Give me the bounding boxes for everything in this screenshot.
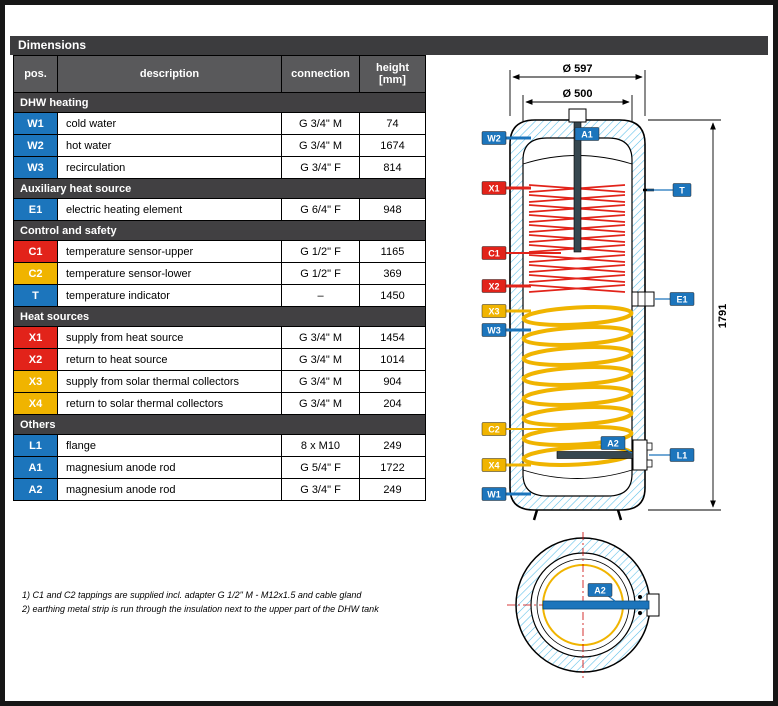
page-title: Dimensions: [10, 36, 768, 55]
row-description: hot water: [58, 135, 282, 157]
row-height: 1165: [360, 241, 426, 263]
pos-badge: W2: [14, 135, 58, 157]
footnotes: [22, 588, 462, 616]
col-header-height: height [mm]: [360, 56, 426, 93]
electric-element-fitting: [632, 292, 654, 306]
dimensions-table: [13, 55, 426, 501]
row-connection: G 3/4" M: [282, 113, 360, 135]
table-row: [14, 263, 426, 285]
row-height: 1722: [360, 457, 426, 479]
row-height: 74: [360, 113, 426, 135]
svg-text:X2: X2: [488, 281, 500, 292]
table-row: [14, 479, 426, 501]
row-height: 1674: [360, 135, 426, 157]
svg-text:C1: C1: [488, 248, 500, 259]
pos-badge: A2: [14, 479, 58, 501]
row-description: supply from heat source: [58, 327, 282, 349]
svg-text:L1: L1: [676, 450, 688, 461]
anode-rod-side: [557, 452, 633, 459]
row-height: 249: [360, 435, 426, 457]
row-connection: G 3/4" F: [282, 479, 360, 501]
section-label: Others: [14, 415, 426, 435]
footnote-2: 2) earthing metal strip is run through the insulation next to the upper part of the DHW tank: [22, 604, 379, 614]
row-height: 249: [360, 479, 426, 501]
row-height: 1454: [360, 327, 426, 349]
section-label: DHW heating: [14, 93, 426, 113]
svg-text:A1: A1: [581, 129, 593, 140]
diagram-label-c1: [482, 247, 506, 260]
row-height: 369: [360, 263, 426, 285]
svg-text:W2: W2: [487, 133, 501, 144]
section-label: Control and safety: [14, 221, 426, 241]
svg-text:E1: E1: [676, 294, 688, 305]
diagram-label-a2: [601, 437, 625, 450]
row-height: 204: [360, 393, 426, 415]
row-connection: 8 x M10: [282, 435, 360, 457]
row-connection: G 3/4" M: [282, 393, 360, 415]
table-row: [14, 435, 426, 457]
row-description: magnesium anode rod: [58, 479, 282, 501]
row-height: 1014: [360, 349, 426, 371]
pos-badge: E1: [14, 199, 58, 221]
anode-bar-bottom: [543, 601, 649, 609]
pos-badge: X2: [14, 349, 58, 371]
table-row: [14, 241, 426, 263]
row-height: 814: [360, 157, 426, 179]
table-row: [14, 371, 426, 393]
svg-text:W1: W1: [487, 489, 501, 500]
row-description: recirculation: [58, 157, 282, 179]
pos-badge: X3: [14, 371, 58, 393]
row-connection: G 3/4" M: [282, 327, 360, 349]
diagram-label-t: [673, 184, 691, 197]
outer-diameter-value: Ø 597: [562, 63, 593, 75]
diagram-label-c2: [482, 423, 506, 436]
diagram-label-w2: [482, 132, 506, 145]
diagram-label-x4: [482, 459, 506, 472]
row-height: 1450: [360, 285, 426, 307]
row-description: cold water: [58, 113, 282, 135]
diagram-label-l1: [670, 449, 694, 462]
section-header-row: [14, 221, 426, 241]
section-header-row: [14, 415, 426, 435]
table-row: [14, 113, 426, 135]
tank-feet: [534, 510, 621, 520]
table-row: [14, 157, 426, 179]
inner-diameter-value: Ø 500: [562, 88, 593, 100]
diagram-label-w1: [482, 488, 506, 501]
section-header-row: [14, 93, 426, 113]
row-description: temperature indicator: [58, 285, 282, 307]
section-label: Heat sources: [14, 307, 426, 327]
svg-text:X4: X4: [488, 460, 500, 471]
svg-text:X3: X3: [488, 306, 500, 317]
row-description: return to solar thermal collectors: [58, 393, 282, 415]
diagram-label-x3: [482, 305, 506, 318]
bottom-view: [507, 532, 661, 678]
svg-text:A2: A2: [594, 585, 606, 596]
row-description: return to heat source: [58, 349, 282, 371]
pos-badge: X4: [14, 393, 58, 415]
svg-text:T: T: [679, 185, 685, 196]
diagram-label-x2: [482, 280, 506, 293]
pos-badge: C2: [14, 263, 58, 285]
diagram-label-a2: [588, 584, 612, 597]
svg-text:C2: C2: [488, 424, 500, 435]
total-height-value: 1791: [717, 303, 729, 329]
table-row: [14, 135, 426, 157]
row-connection: G 3/4" M: [282, 371, 360, 393]
table-row: [14, 199, 426, 221]
row-description: electric heating element: [58, 199, 282, 221]
column-header-row: [14, 56, 426, 93]
row-connection: G 6/4" F: [282, 199, 360, 221]
tank-diagram: [435, 50, 775, 700]
svg-text:W3: W3: [487, 325, 501, 336]
row-height: 948: [360, 199, 426, 221]
section-header-row: [14, 179, 426, 199]
svg-text:A2: A2: [607, 438, 619, 449]
footnote-1: 1) C1 and C2 tappings are supplied incl. adapter G 1/2" M - M12x1.5 and cable gland: [22, 590, 362, 600]
row-connection: G 1/2" F: [282, 241, 360, 263]
col-header-description: description: [58, 56, 282, 93]
row-connection: G 3/4" M: [282, 135, 360, 157]
row-connection: –: [282, 285, 360, 307]
pos-badge: W1: [14, 113, 58, 135]
col-header-pos: pos.: [14, 56, 58, 93]
flange-plate: [633, 440, 647, 470]
pos-badge: L1: [14, 435, 58, 457]
svg-text:X1: X1: [488, 183, 500, 194]
section-label: Auxiliary heat source: [14, 179, 426, 199]
row-description: temperature sensor-lower: [58, 263, 282, 285]
diagram-label-a1: [575, 128, 599, 141]
col-header-connection: connection: [282, 56, 360, 93]
row-connection: G 3/4" F: [282, 157, 360, 179]
pos-badge: X1: [14, 327, 58, 349]
diagram-label-e1: [670, 293, 694, 306]
pos-badge: C1: [14, 241, 58, 263]
table-row: [14, 285, 426, 307]
table-body: [14, 93, 426, 501]
row-height: 904: [360, 371, 426, 393]
row-description: magnesium anode rod: [58, 457, 282, 479]
row-connection: G 1/2" F: [282, 263, 360, 285]
diagram-label-x1: [482, 182, 506, 195]
pos-badge: A1: [14, 457, 58, 479]
row-connection: G 3/4" M: [282, 349, 360, 371]
table-row: [14, 457, 426, 479]
table-row: [14, 393, 426, 415]
pos-badge: T: [14, 285, 58, 307]
table-row: [14, 349, 426, 371]
row-connection: G 5/4" F: [282, 457, 360, 479]
row-description: temperature sensor-upper: [58, 241, 282, 263]
table-row: [14, 327, 426, 349]
section-header-row: [14, 307, 426, 327]
pos-badge: W3: [14, 157, 58, 179]
diagram-label-w3: [482, 324, 506, 337]
row-description: flange: [58, 435, 282, 457]
row-description: supply from solar thermal collectors: [58, 371, 282, 393]
